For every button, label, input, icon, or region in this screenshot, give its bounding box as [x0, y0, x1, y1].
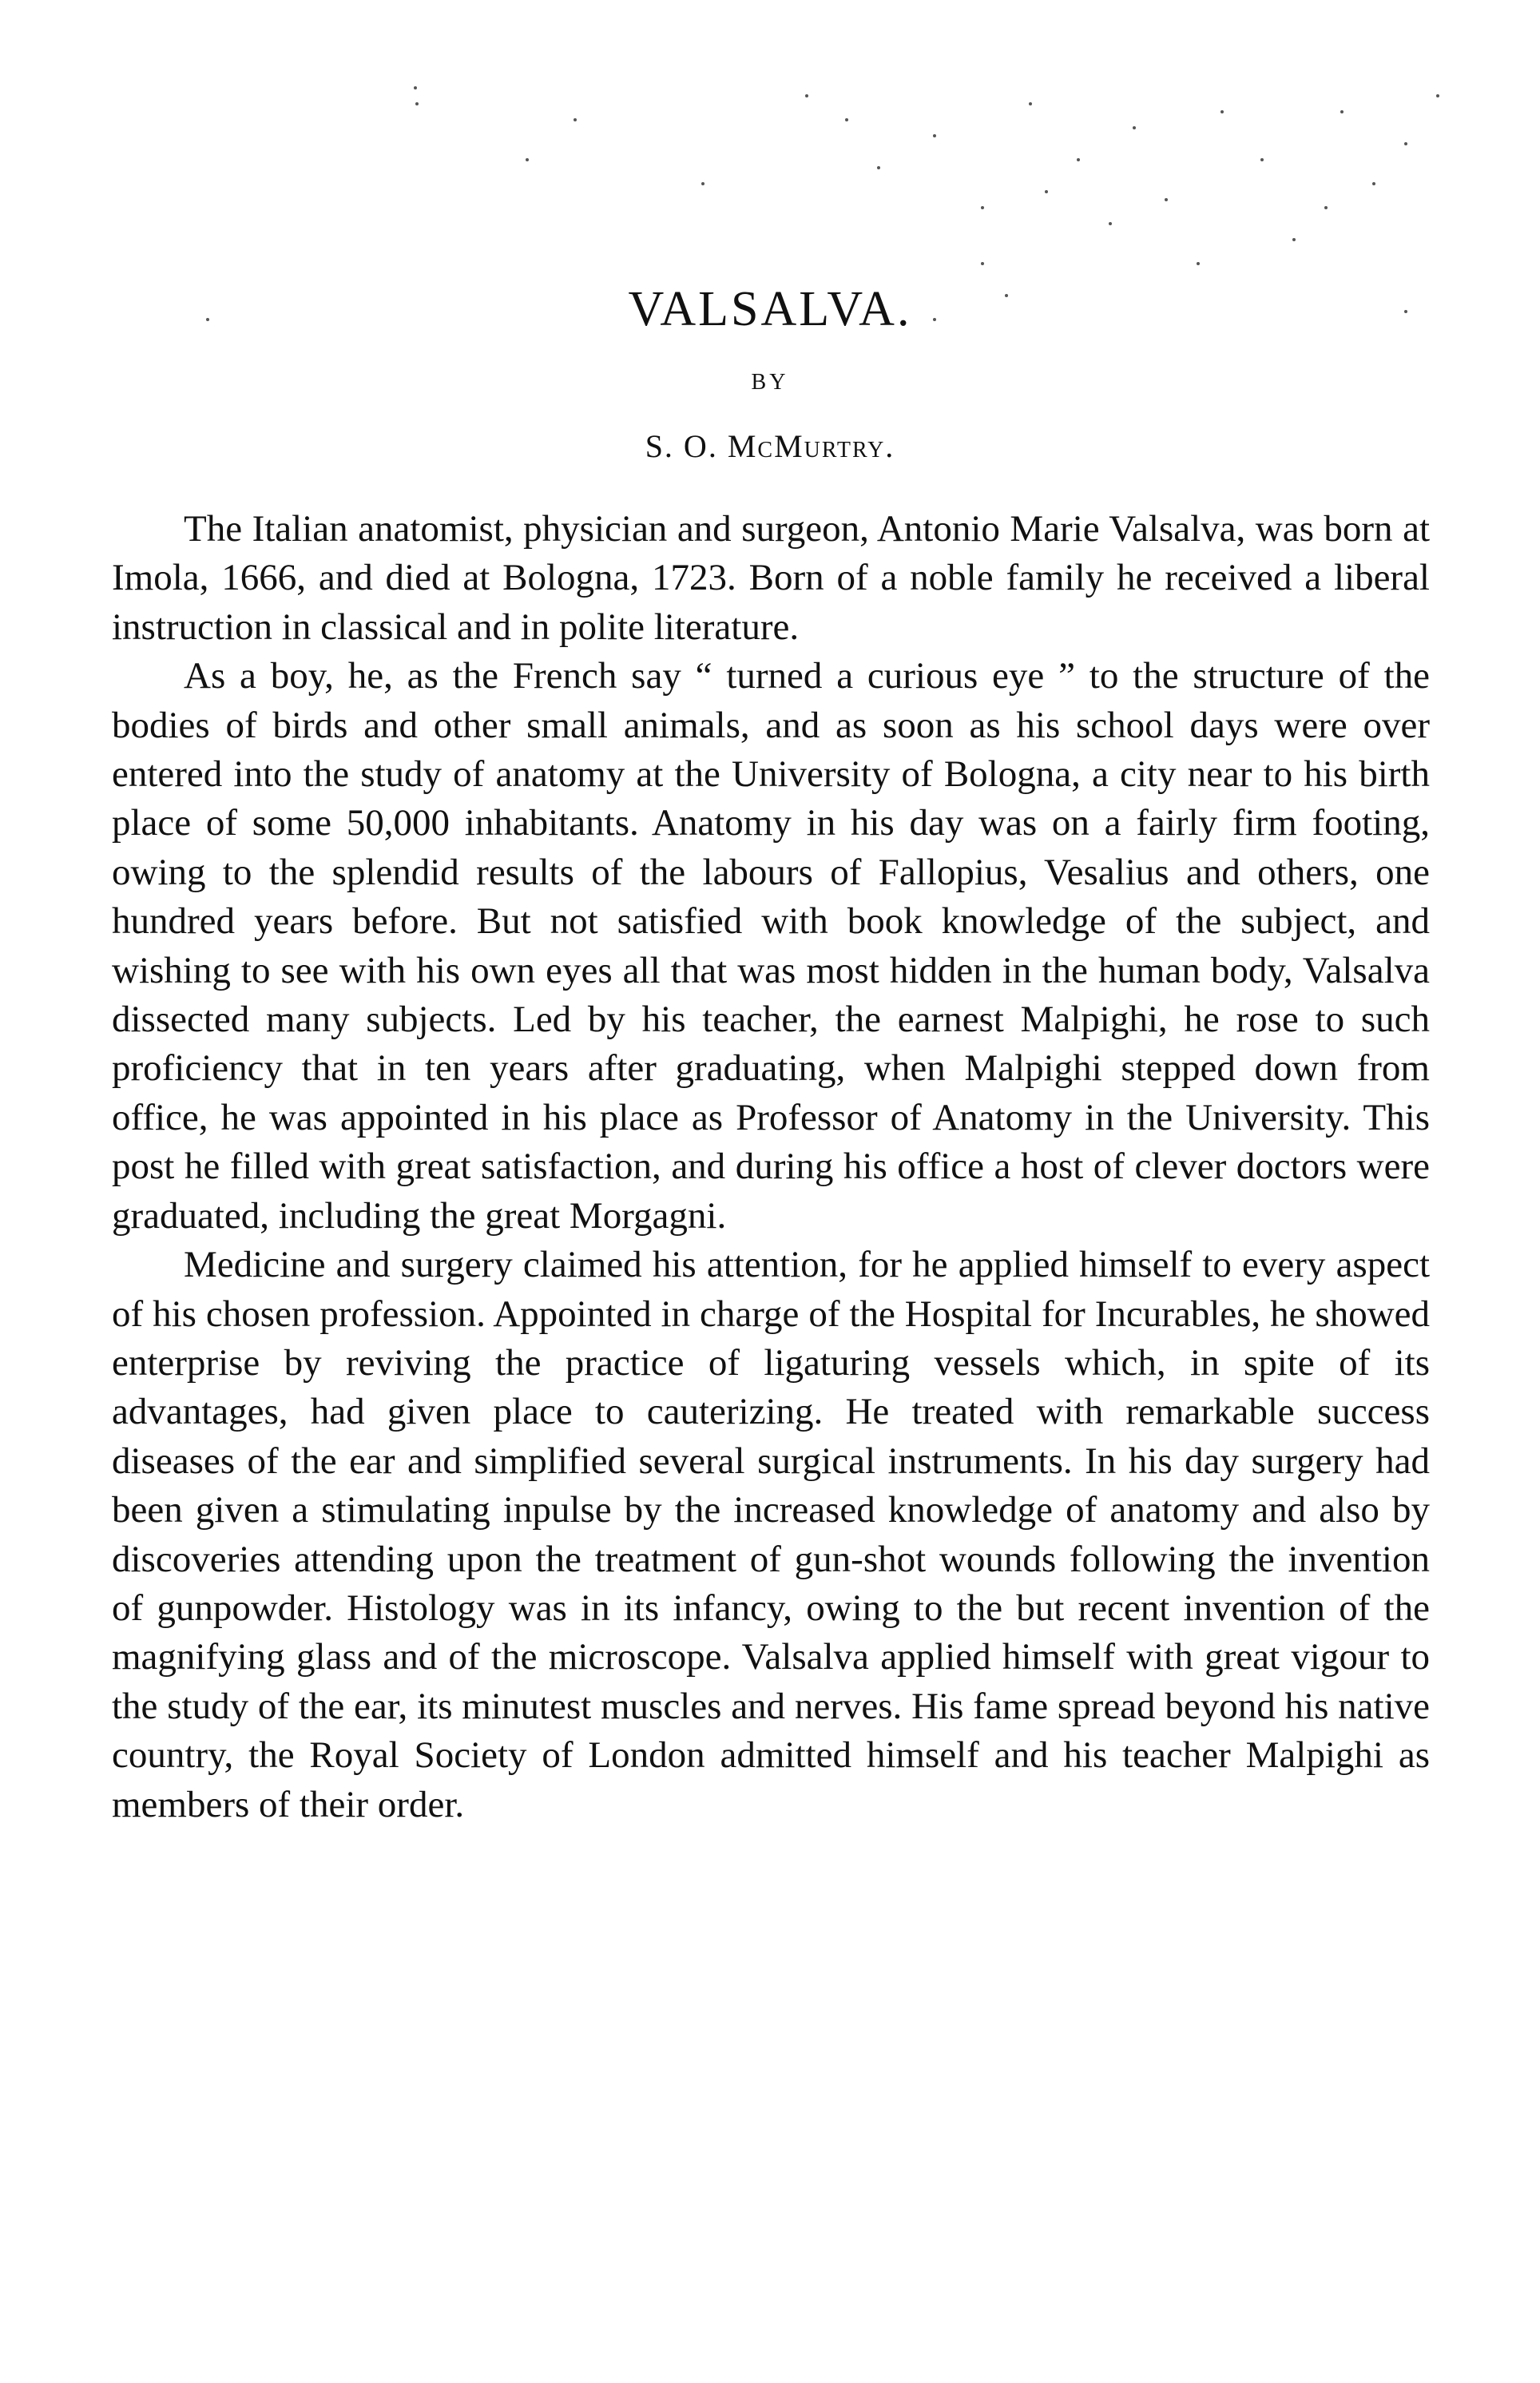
paragraph-medicine-surgery: Medicine and surgery claimed his attention, for he applied himself to every aspect of his chosen profession. Appointed in charge of the Hospital for Incurables, he showed enterprise by reviving the practice of ligaturing vessels which, in spite of its advantages, had given place to cauterizing. He treated with remarkable success diseases of the ear and simplified several surgical instruments. In his day surgery had been given a stimulating inpulse by the increased knowledge of anatomy and also by discoveries attending upon the treatment of gun-shot wounds following the invention of gunpowder. Histology was in its infancy, owing to the but recent invention of the magnifying glass and of the microscope. Valsalva applied himself with great vigour to the study of the ear, its minutest muscles and nerves. His fame spread beyond his native country, the Royal Society of London admitted himself and his teacher Malpighi as members of their order.: [112, 1244, 1430, 1825]
paragraph-birth: The Italian anatomist, physician and surgeon, Antonio Marie Valsalva, was born at Imola, 1666, and died at Bologna, 1723. Born of a noble family he received a liberal instruction in classical and in polite literature.: [112, 508, 1430, 648]
author-name: S. O. McMurtry.: [645, 428, 895, 464]
article-body: [112, 505, 1430, 1829]
paragraph-education: As a boy, he, as the French say “ turned a curious eye ” to the structure of the bodies of birds and other small animals, and as soon as his school days were over entered into the study of anatomy at the University of Bologna, a city near to his birth place of some 50,000 inhabitants. Anatomy in his day was on a fairly firm footing, owing to the splendid results of the labours of Fallopius, Vesalius and others, one hundred years before. But not satisfied with book knowledge of the subject, and wishing to see with his own eyes all that was most hidden in the human body, Valsalva dissected many subjects. Led by his teacher, the earnest Malpighi, he rose to such proficiency that in ten years after graduating, when Malpighi stepped down from office, he was appointed in his place as Professor of Anatomy in the University. This post he filled with great satisfaction, and during his office a host of clever doctors were graduated, including the great Morgagni.: [112, 655, 1430, 1237]
byline: BY: [751, 370, 789, 395]
article-title: VALSALVA.: [628, 282, 912, 336]
